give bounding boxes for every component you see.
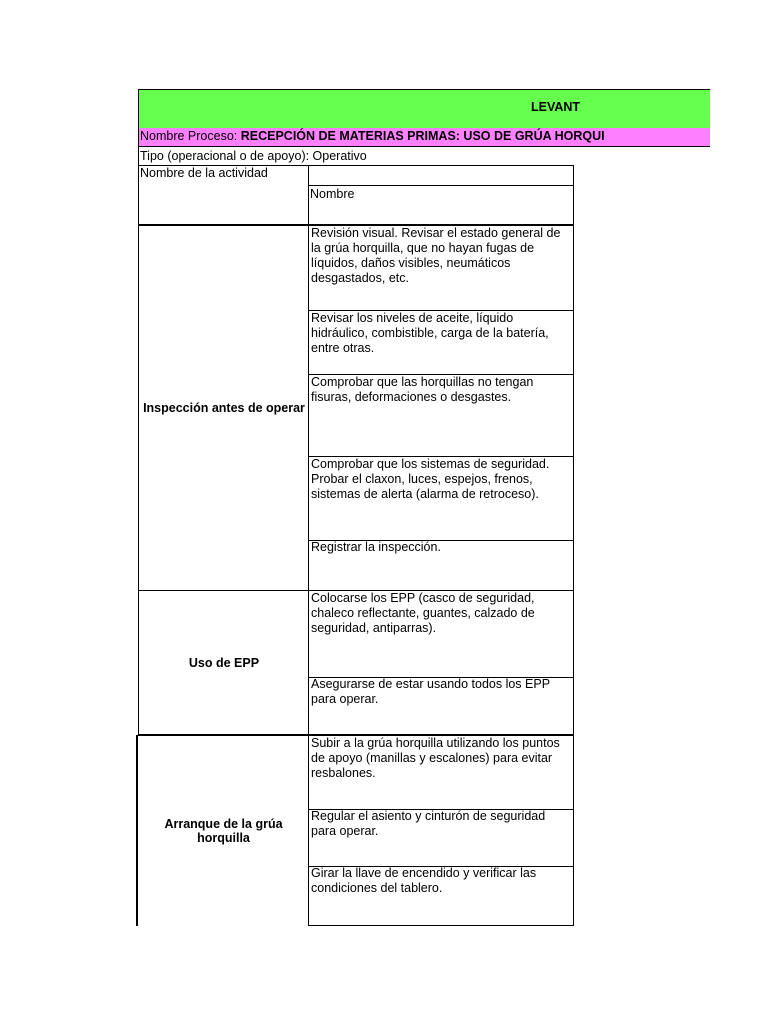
step-text: Revisión visual. Revisar el estado general de la grúa horquilla, que no hayan fugas de líquidos, daños visibles, neumáticos desgastados, etc. xyxy=(311,226,561,285)
process-line xyxy=(140,129,605,144)
step-cell xyxy=(308,677,574,735)
process-type-row xyxy=(138,147,574,166)
step-cell xyxy=(308,456,574,541)
process-value: RECEPCIÓN DE MATERIAS PRIMAS: USO DE GRÚA HORQUI xyxy=(240,129,605,143)
step-cell xyxy=(308,809,574,867)
step-text: Regular el asiento y cinturón de seguridad para operar. xyxy=(311,809,546,838)
step-text: Comprobar que las horquillas no tengan fisuras, deformaciones o desgastes. xyxy=(311,375,534,404)
name-column-label: Nombre xyxy=(310,187,355,201)
step-text: Girar la llave de encendido y verificar las condiciones del tablero. xyxy=(311,866,537,895)
step-text: Registrar la inspección. xyxy=(311,540,441,554)
step-text: Subir a la grúa horquilla utilizando los puntos de apoyo (manillas y escalones) para evitar resbalones. xyxy=(311,736,560,780)
activity-label: Inspección antes de operar xyxy=(143,401,305,415)
step-text: Comprobar que los sistemas de seguridad. Probar el claxon, luces, espejos, frenos, sistemas de alerta (alarma de retroceso). xyxy=(311,457,550,501)
activity-label: Arranque de la grúa horquilla xyxy=(164,817,283,845)
step-cell xyxy=(308,540,574,591)
step-cell xyxy=(308,374,574,457)
activity-inspection xyxy=(138,225,309,591)
process-band xyxy=(138,128,710,147)
activity-name-header xyxy=(138,166,309,225)
process-label: Nombre Proceso: xyxy=(140,129,241,143)
step-cell xyxy=(308,310,574,375)
step-text: Asegurarse de estar usando todos los EPP para operar. xyxy=(311,677,550,706)
activity-name-label: Nombre de la actividad xyxy=(140,166,268,180)
activity-name-header-spacer xyxy=(308,166,574,186)
activity-startup xyxy=(136,735,309,926)
activity-epp xyxy=(138,590,309,735)
process-type-text: Tipo (operacional o de apoyo): Operativo xyxy=(140,149,367,163)
title-band xyxy=(138,89,710,129)
document-title: LEVANT xyxy=(531,100,581,114)
step-text: Revisar los niveles de aceite, líquido hidráulico, combistible, carga de la batería, entre otras. xyxy=(311,311,549,355)
step-cell xyxy=(308,866,574,926)
step-cell xyxy=(308,225,574,311)
step-cell xyxy=(308,590,574,678)
name-column-header xyxy=(308,185,574,225)
step-text: Colocarse los EPP (casco de seguridad, chaleco reflectante, guantes, calzado de seguridad, antiparras). xyxy=(311,591,535,635)
activity-label: Uso de EPP xyxy=(188,655,260,670)
step-cell xyxy=(308,735,574,810)
